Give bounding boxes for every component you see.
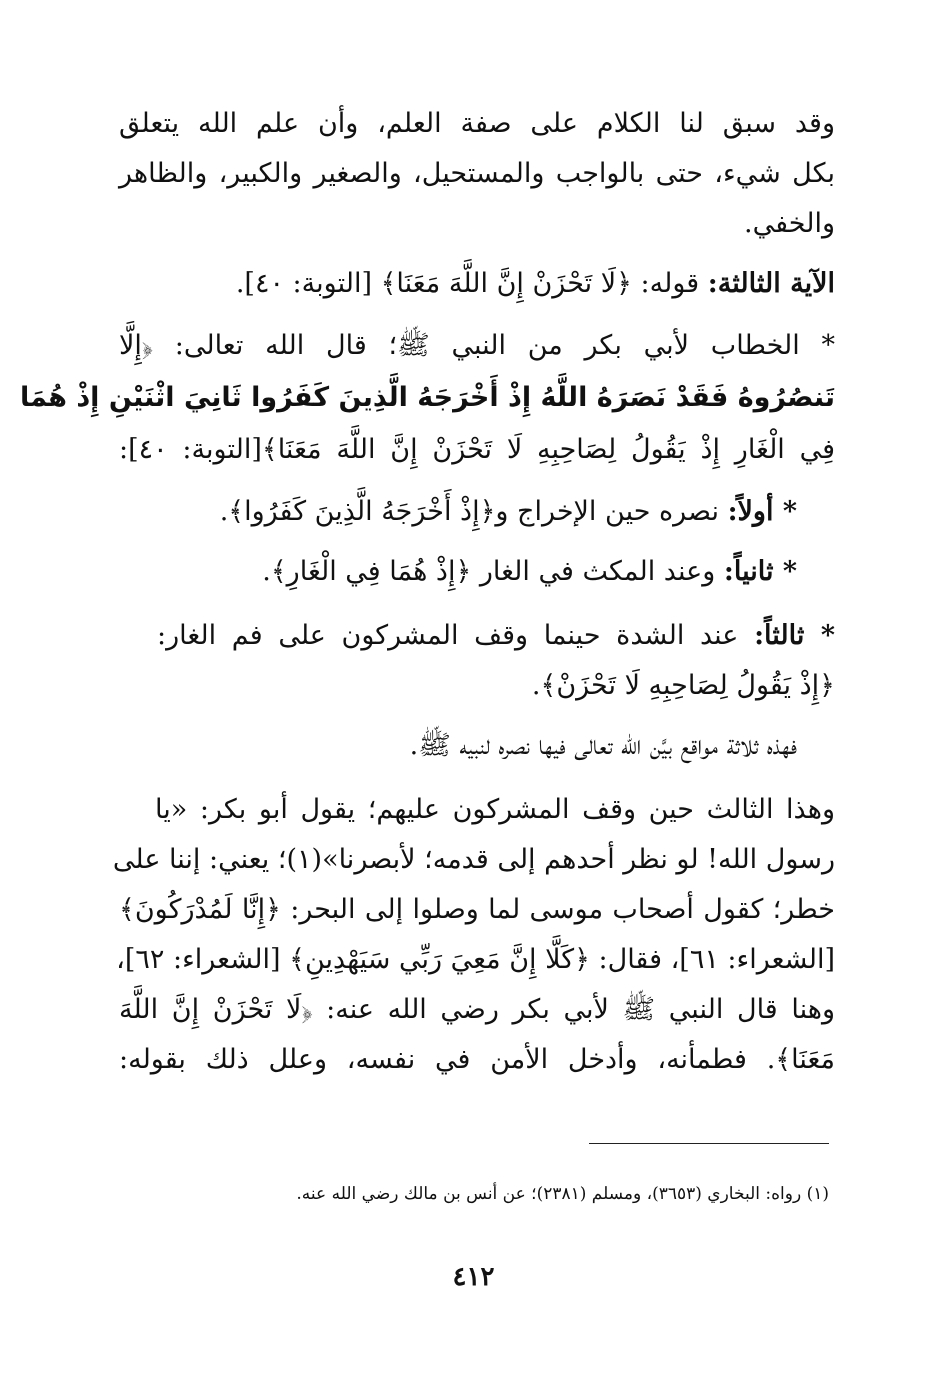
page-number: ٤١٢ [452, 1262, 495, 1292]
paragraph-4-line-3: خطر؛ كقول أصحاب موسى لما وصلوا إلى البحر: ﴿إِنَّا لَمُدْرَكُونَ﴾ [119, 894, 835, 925]
ayah-text: قوله: ﴿لَا تَحْزَنْ إِنَّ اللَّهَ مَعَنَا﴾ [التوبة: ٤٠]. [235, 268, 700, 299]
point-second-label: * ثانياً: [723, 556, 797, 587]
paragraph-1-line-1: وقد سبق لنا الكلام على صفة العلم، وأن علم الله يتعلق [119, 108, 835, 139]
paragraph-2-line-1: * الخطاب لأبي بكر من النبي ﷺ؛ قال الله تعالى: ﴿إِلَّا [119, 330, 835, 361]
paragraph-2-line-2: تَنصُرُوهُ فَقَدْ نَصَرَهُ اللَّهُ إِذْ أَخْرَجَهُ الَّذِينَ كَفَرُوا ثَانِيَ اثْنَيْنِ إِذْ هُمَا [19, 382, 835, 413]
point-third-label: * ثالثاً: [754, 620, 836, 651]
point-third [157, 616, 835, 656]
point-first-text: نصره حين الإخراج و﴿إِذْ أَخْرَجَهُ الَّذِينَ كَفَرُوا﴾. [219, 496, 719, 527]
point-second-text: وعند المكث في الغار ﴿إِذْ هُمَا فِي الْغَارِ﴾. [262, 556, 716, 587]
footnote-divider [589, 1143, 829, 1144]
point-first-label: * أولاً: [727, 496, 797, 527]
paragraph-1-line-2: بكل شيء، حتى بالواجب والمستحيل، والصغير والكبير، والظاهر [119, 158, 835, 189]
paragraph-3: فهذه ثلاثة مواقع بيَّن الله تعالى فيها نصره لنبيه ﷺ. [409, 730, 797, 761]
paragraph-4-line-1: وهذا الثالث حين وقف المشركون عليهم؛ يقول أبو بكر: «يا [155, 794, 835, 825]
point-second [117, 552, 797, 592]
ayah-heading [119, 264, 835, 304]
paragraph-4-line-5: وهنا قال النبي ﷺ لأبي بكر رضي الله عنه: ﴿لَا تَحْزَنْ إِنَّ اللَّهَ [119, 994, 835, 1025]
point-third-line-2: ﴿إِذْ يَقُولُ لِصَاحِبِهِ لَا تَحْزَنْ﴾. [531, 670, 835, 701]
paragraph-4-line-2: رسول الله! لو نظر أحدهم إلى قدمه؛ لأبصرنا»(١)؛ يعني: إننا على [112, 844, 835, 875]
paragraph-4-line-6: مَعَنَا﴾. فطمأنه، وأدخل الأمن في نفسه، وعلل ذلك بقوله: [119, 1044, 835, 1075]
paragraph-2-line-3: فِي الْغَارِ إِذْ يَقُولُ لِصَاحِبِهِ لَا تَحْزَنْ إِنَّ اللَّهَ مَعَنَا﴾[التوبة: ٤٠]: [119, 434, 835, 465]
point-third-text: عند الشدة حينما وقف المشركون على فم الغار: [157, 620, 739, 651]
paragraph-4-line-4: [الشعراء: ٦١]، فقال: ﴿كَلَّا إِنَّ مَعِيَ رَبِّي سَيَهْدِينِ﴾ [الشعراء: ٦٢]، [116, 944, 835, 975]
ayah-label: الآية الثالثة: [707, 268, 835, 299]
paragraph-1-line-3: والخفي. [744, 208, 835, 239]
point-first [117, 492, 797, 532]
footnote-1: (١) رواه: البخاري (٣٦٥٣)، ومسلم (٢٣٨١)؛ عن أنس بن مالك رضي الله عنه. [296, 1184, 829, 1204]
